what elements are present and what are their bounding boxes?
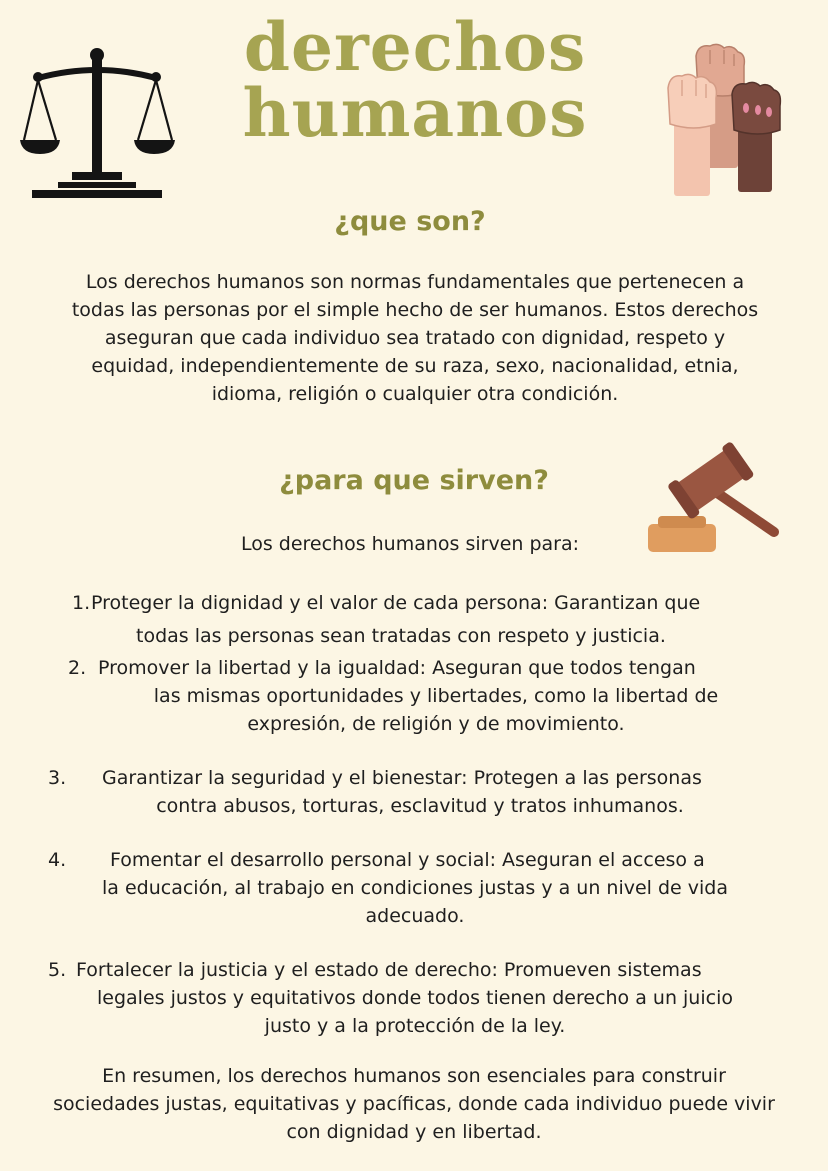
list-item-line: todas las personas sean tratadas con respeto y justicia.	[136, 625, 666, 647]
conclusion-paragraph: En resumen, los derechos humanos son esenciales para construir sociedades justas, equitativas y pacíficas, donde cada individuo puede vivir con dignidad y en libertad.	[53, 1065, 775, 1143]
raised-fists-icon	[662, 42, 787, 197]
intro-paragraph: Los derechos humanos son normas fundamentales que pertenecen a todas las personas por el simple hecho de ser humanos. Estos derechos aseguran que cada individuo sea tratado con dignidad, respeto y equidad, independientemente de su raza, sexo, nacionalidad, etnia, idioma, religión o cualquier otra condición.	[71, 271, 759, 405]
list-item-line: Garantizar la seguridad y el bienestar: Protegen a las personas	[102, 767, 702, 789]
list-item-line: expresión, de religión y de movimiento.	[247, 713, 625, 735]
list-item-line: las mismas oportunidades y libertades, como la libertad de	[153, 685, 719, 707]
list-item-number: 4.	[48, 849, 67, 871]
scales-of-justice-icon	[20, 42, 175, 202]
list-item-line: Proteger la dignidad y el valor de cada persona: Garantizan que	[91, 592, 701, 614]
title-line-1: derechos	[243, 8, 587, 86]
list-item-line: la educación, al trabajo en condiciones justas y a un nivel de vida	[102, 877, 728, 899]
list-item-line: Promover la libertad y la igualdad: Aseguran que todos tengan	[98, 657, 696, 679]
list-lead: Los derechos humanos sirven para:	[240, 533, 580, 555]
list-item-line: contra abusos, torturas, esclavitud y tratos inhumanos.	[156, 795, 684, 817]
list-item-number: 1.	[72, 592, 91, 614]
list-item-line: Fortalecer la justicia y el estado de derecho: Promueven sistemas	[76, 959, 702, 981]
gavel-icon	[640, 436, 785, 558]
list-item-number: 3.	[48, 767, 67, 789]
list-item-line: adecuado.	[365, 905, 465, 927]
section-heading-para-que-sirven: ¿para que sirven?	[279, 465, 549, 496]
list-item-number: 5.	[48, 959, 67, 981]
list-item-line: Fomentar el desarrollo personal y social: Aseguran el acceso a	[110, 849, 705, 871]
title-line-2: humanos	[242, 74, 588, 152]
list-item-number: 2.	[68, 657, 87, 679]
page-title	[210, 8, 620, 152]
section-heading-que-son: ¿que son?	[334, 206, 486, 237]
list-item-line: justo y a la protección de la ley.	[264, 1015, 566, 1037]
list-item-line: legales justos y equitativos donde todos tienen derecho a un juicio	[97, 987, 733, 1009]
